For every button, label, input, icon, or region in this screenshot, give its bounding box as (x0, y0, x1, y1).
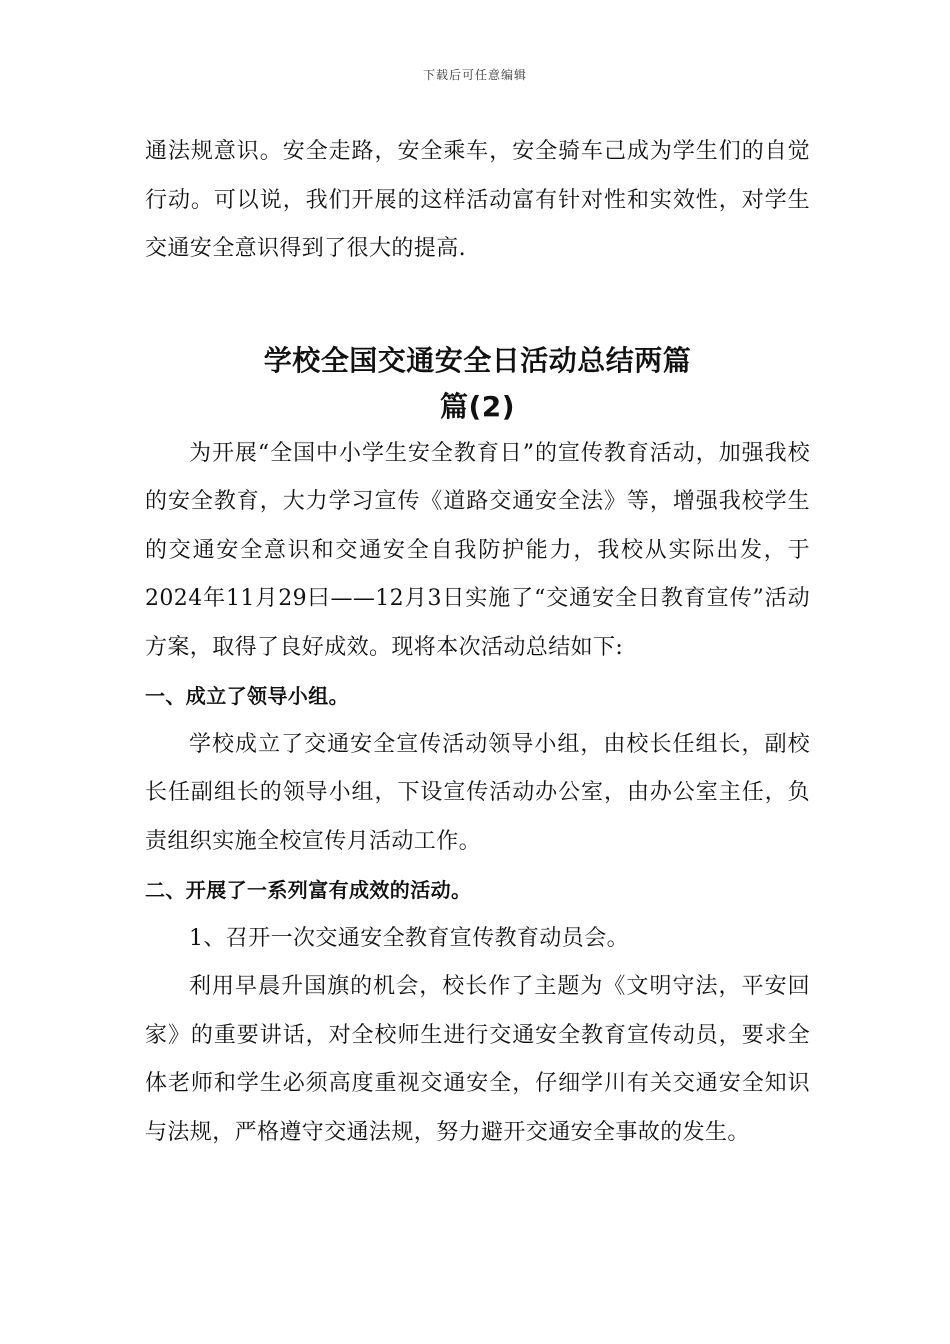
header-note: 下载后可任意编辑 (422, 68, 527, 82)
intro-paragraph: 通法规意识。安全走路，安全乘车，安全骑车己成为学生们的自觉行动。可以说，我们开展的这样活动富有针对性和实效性，对学生交通安全意识得到了很大的提高. (145, 139, 810, 261)
document-body (145, 128, 810, 1157)
paragraph-flag-ceremony: 利用早晨升国旗的机会，校长作了主题为《文明守法，平安回家》的重要讲话，对全校师生进行交通安全教育宣传动员，要求全体老师和学生必须高度重视交通安全，仔细学川有关交通安全知识与法规，严格遵守交通法规，努力避开交通安全事故的发生。 (145, 974, 810, 1145)
paragraph-leadership-group: 学校成立了交通安全宣传活动领导小组，由校长任组长，副校长任副组长的领导小组，下设宣传活动办公室，由办公室主任，负责组织实施全校宣传月活动工作。 (145, 731, 810, 854)
section-heading-1: 一、成立了领导小组。 (145, 684, 349, 708)
document-title-line-1: 学校全国交通安全日活动总结两篇 (263, 343, 692, 377)
paragraph-intro-activity: 为开展“全国中小学生安全教育日”的宣传教育活动，加强我校的安全教育，大力学习宣传《道路交通安全法》等，增强我校学生的交通安全意识和交通安全自我防护能力，我校从实际出发，于2024年11月29曰——12月3日实施了“交通安全日教育宣传”活动方案，取得了良好成效。现将本次活动总结如下: (145, 440, 810, 660)
document-title-line-2: 篇(2) (439, 389, 516, 423)
paragraph-item-1: 1、召开一次交通安全教育宣传教育动员会。 (189, 925, 629, 951)
section-heading-2: 二、开展了一系列富有成效的活动。 (145, 878, 472, 902)
section-spacer (145, 274, 810, 338)
